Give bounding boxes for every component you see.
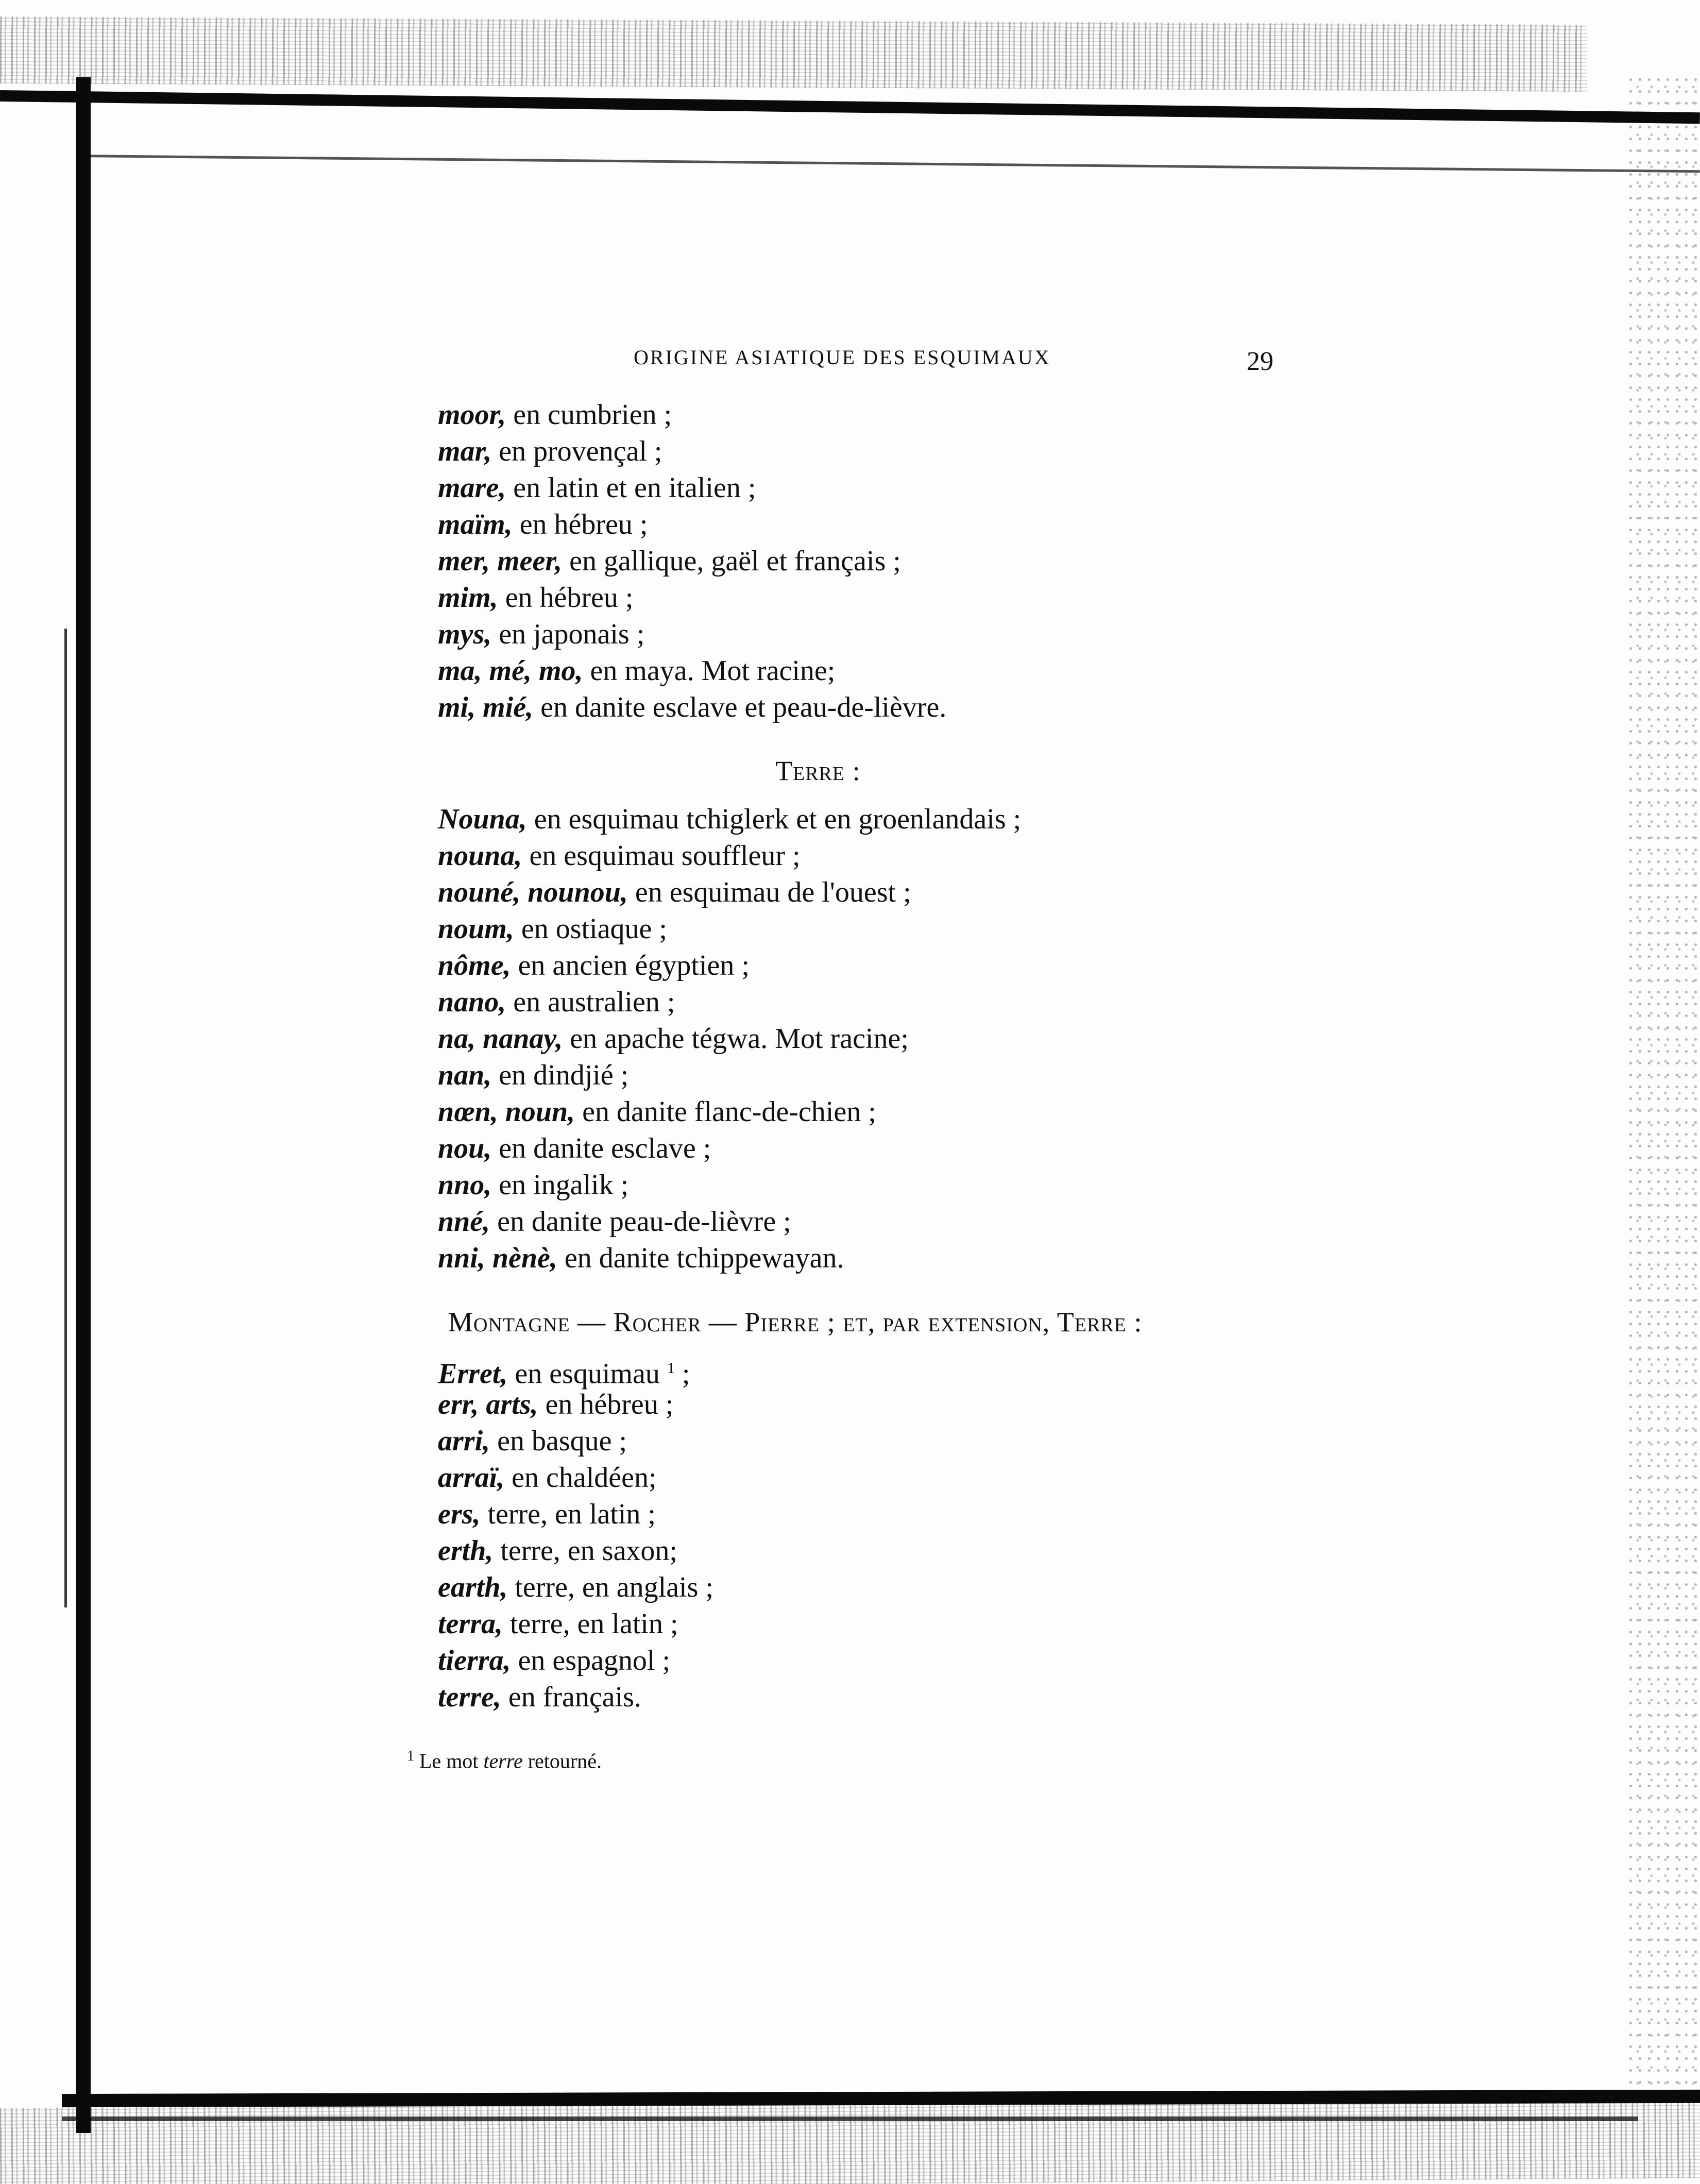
scan-noise-top	[0, 16, 1587, 92]
list-item: earth, terre, en anglais ;	[438, 1571, 713, 1603]
list-item: nné, en danite peau-de-lièvre ;	[438, 1206, 791, 1238]
list-item: mys, en japonais ;	[438, 618, 645, 650]
list-item: nno, en ingalik ;	[438, 1169, 629, 1201]
footnote-reference: 1	[667, 1360, 675, 1377]
list-item: Erret, en esquimau $^1$ ;	[438, 1358, 690, 1390]
mer-word-list	[438, 397, 1417, 726]
section-title-montagne: Montagne — Rocher — Pierre ; et, par extension, Terre :	[448, 1307, 1143, 1338]
list-item: mer, meer, en gallique, gaël et français ;	[438, 545, 901, 577]
list-item: err, arts, en hébreu ;	[438, 1389, 674, 1420]
list-item: maïm, en hébreu ;	[438, 509, 648, 540]
list-item: ers, terre, en latin ;	[438, 1498, 656, 1530]
scan-edge-bottom-thin	[62, 2117, 1638, 2121]
list-item: ma, mé, mo, en maya. Mot racine;	[438, 655, 836, 687]
list-item: mi, mié, en danite esclave et peau-de-lièvre.	[438, 691, 947, 723]
list-item: mar, en provençal ;	[438, 435, 662, 467]
list-item: nano, en australien ;	[438, 986, 675, 1018]
list-item: nouné, nounou, en esquimau de l'ouest ;	[438, 876, 911, 908]
list-item: arraï, en chaldéen;	[438, 1462, 657, 1494]
montagne-word-list	[438, 1350, 1417, 1716]
scan-edge-top	[0, 90, 1700, 124]
scan-edge-top-thin	[77, 155, 1700, 173]
list-item: mim, en hébreu ;	[438, 582, 634, 614]
scan-noise-bottom	[0, 2096, 1700, 2184]
list-item: noum, en ostiaque ;	[438, 913, 667, 945]
list-item: terra, terre, en latin ;	[438, 1608, 678, 1640]
terre-word-list	[438, 801, 1417, 1277]
list-item: Nouna, en esquimau tchiglerk et en groenlandais ;	[438, 803, 1022, 835]
page-number: 29	[1247, 347, 1273, 376]
list-item: nôme, en ancien égyptien ;	[438, 950, 750, 981]
running-title: ORIGINE ASIATIQUE DES ESQUIMAUX	[634, 346, 1051, 369]
scan-edge-left-thin	[64, 629, 67, 1607]
list-item: moor, en cumbrien ;	[438, 399, 672, 431]
list-item: terre, en français.	[438, 1681, 641, 1713]
list-item: nouna, en esquimau souffleur ;	[438, 840, 801, 872]
scan-noise-right	[1628, 77, 1700, 2087]
footnote: $^1$ Le mot terre retourné.	[407, 1748, 602, 1773]
list-item: erth, terre, en saxon;	[438, 1535, 677, 1567]
list-item: tierra, en espagnol ;	[438, 1645, 671, 1677]
list-item: arri, en basque ;	[438, 1425, 627, 1457]
scan-edge-left	[76, 77, 91, 2133]
list-item: nou, en danite esclave ;	[438, 1132, 711, 1164]
section-title-terre: Terre :	[775, 755, 861, 786]
list-item: nan, en dindjié ;	[438, 1059, 629, 1091]
list-item: mare, en latin et en italien ;	[438, 472, 756, 504]
list-item: nni, nènè, en danite tchippewayan.	[438, 1242, 844, 1274]
list-item: nœn, noun, en danite flanc-de-chien ;	[438, 1096, 876, 1128]
list-item: na, nanay, en apache tégwa. Mot racine;	[438, 1023, 909, 1055]
